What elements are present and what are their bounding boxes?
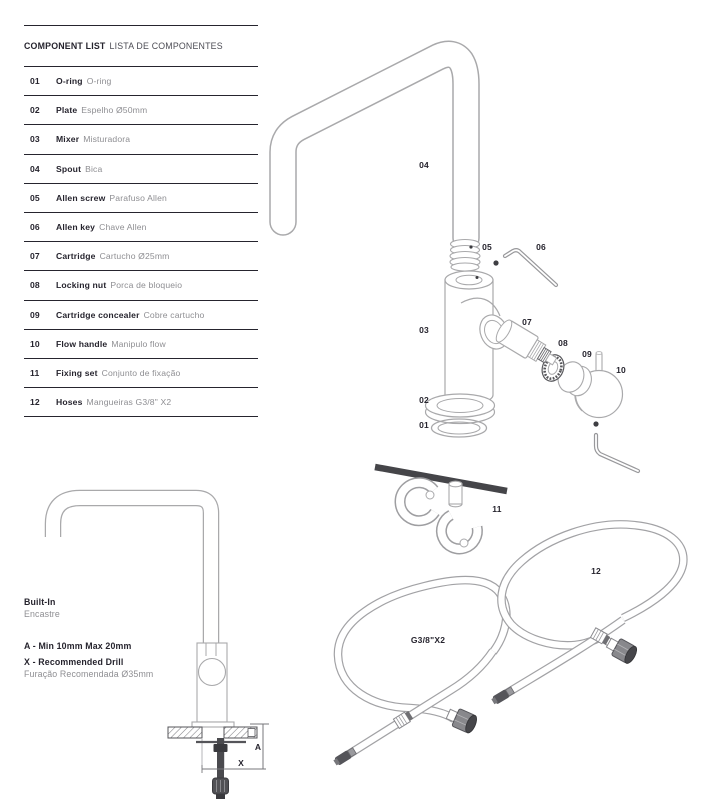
part-label-x: X	[238, 758, 244, 768]
builtin-base-plate	[192, 722, 234, 727]
row-number: 04	[30, 163, 40, 174]
part-label-a: A	[254, 742, 262, 752]
fixing-clamp-2	[441, 515, 477, 549]
table-row	[24, 388, 258, 417]
table-row	[24, 155, 258, 184]
row-name-pt: O-ring	[86, 76, 112, 87]
hose-nut	[444, 705, 478, 734]
component-list-title-en: COMPONENT LIST	[24, 41, 106, 51]
row-name-en: O-ring	[56, 76, 83, 87]
row-number: 09	[30, 309, 40, 320]
component-list-table	[24, 25, 258, 417]
row-name-en: Flow handle	[56, 338, 108, 349]
part-label-10: 10	[616, 365, 626, 375]
table-row	[24, 184, 258, 213]
row-name-en: Cartridge concealer	[56, 309, 140, 320]
part-label-07: 07	[522, 317, 532, 327]
row-name-en: Allen screw	[56, 192, 106, 203]
part-label-08: 08	[558, 338, 568, 348]
part-label-03: 03	[419, 325, 429, 335]
table-row	[24, 96, 258, 125]
table-row	[24, 359, 258, 388]
row-name-en: Allen key	[56, 222, 96, 233]
row-number: 08	[30, 280, 40, 291]
handle-screw-drawing	[593, 421, 598, 426]
row-name-pt: Espelho Ø50mm	[81, 105, 148, 116]
spout-connector-threads	[450, 240, 480, 272]
threaded-rod	[375, 467, 507, 491]
table-row	[24, 67, 258, 96]
allen-key-drawing	[505, 250, 556, 285]
exploded-diagram-drawing	[255, 40, 705, 800]
row-name-en: Spout	[56, 163, 82, 174]
table-row	[24, 301, 258, 330]
o-ring-drawing	[432, 419, 487, 437]
row-name-pt: Mangueiras G3/8" X2	[86, 397, 172, 408]
part-label-02: 02	[419, 395, 429, 405]
row-name-pt: Cobre cartucho	[143, 309, 205, 320]
built-in-title-pt: Encastre	[24, 609, 60, 619]
row-name-en: Plate	[56, 105, 78, 116]
row-number: 05	[30, 192, 40, 203]
spout-drawing	[283, 54, 466, 238]
row-name-pt: Porca de bloqueio	[110, 280, 183, 291]
dimension-x-note-en: X - Recommended Drill	[24, 657, 124, 667]
builtin-countertop	[168, 727, 257, 738]
fixing-clamp-1	[400, 483, 435, 521]
table-row	[24, 213, 258, 242]
hose-left-drawing	[333, 580, 507, 767]
row-name-pt: Manipulo flow	[111, 338, 166, 349]
row-name-pt: Bica	[85, 163, 103, 174]
part-label-04: 04	[419, 160, 429, 170]
row-name-pt: Chave Allen	[99, 222, 147, 233]
row-number: 12	[30, 397, 40, 408]
table-row	[24, 330, 258, 359]
row-name-en: Locking nut	[56, 280, 107, 291]
component-list-header	[24, 25, 258, 67]
set-screw-hole	[469, 245, 472, 248]
built-in-title-en: Built-In	[24, 597, 56, 607]
component-list-title-pt: LISTA DE COMPONENTES	[109, 41, 223, 51]
hose-threaded-tip	[333, 747, 357, 767]
part-label-05: 05	[482, 242, 492, 252]
fixing-cylinder	[449, 481, 462, 507]
part-label-12: 12	[591, 566, 601, 576]
built-in-notes	[24, 596, 153, 680]
part-label-06: 06	[536, 242, 546, 252]
table-row	[24, 125, 258, 154]
row-name-pt: Conjunto de fixação	[101, 367, 181, 378]
allen-screw-drawing	[493, 260, 498, 265]
row-name-en: Hoses	[56, 397, 83, 408]
row-number: 03	[30, 134, 40, 145]
row-name-pt: Cartucho Ø25mm	[99, 251, 170, 262]
row-number: 06	[30, 222, 40, 233]
builtin-body	[197, 643, 227, 722]
row-number: 07	[30, 251, 40, 262]
table-row	[24, 271, 258, 300]
dimension-x-note-pt: Furação Recomendada Ø35mm	[24, 669, 154, 679]
row-name-en: Cartridge	[56, 251, 96, 262]
handle-allen-key-drawing	[596, 435, 638, 471]
cartridge-drawing	[493, 318, 561, 372]
row-name-en: Fixing set	[56, 367, 98, 378]
row-name-pt: Parafuso Allen	[109, 192, 167, 203]
fixing-set-drawing	[375, 467, 507, 549]
row-name-pt: Misturadora	[83, 134, 131, 145]
row-name-en: Mixer	[56, 134, 80, 145]
row-number: 10	[30, 338, 40, 349]
part-label-01: 01	[419, 420, 429, 430]
row-number: 01	[30, 76, 40, 87]
table-row	[24, 242, 258, 271]
part-label-09: 09	[582, 349, 592, 359]
dimension-a-note: A - Min 10mm Max 20mm	[24, 641, 132, 651]
row-number: 11	[30, 367, 40, 378]
component-list-rows	[24, 67, 258, 417]
hose-right-drawing	[491, 524, 684, 705]
row-number: 02	[30, 105, 40, 116]
part-label-11: 11	[492, 504, 502, 514]
part-label-g3-8-x2: G3/8"X2	[410, 635, 446, 645]
hose-threaded-tip	[491, 686, 515, 706]
